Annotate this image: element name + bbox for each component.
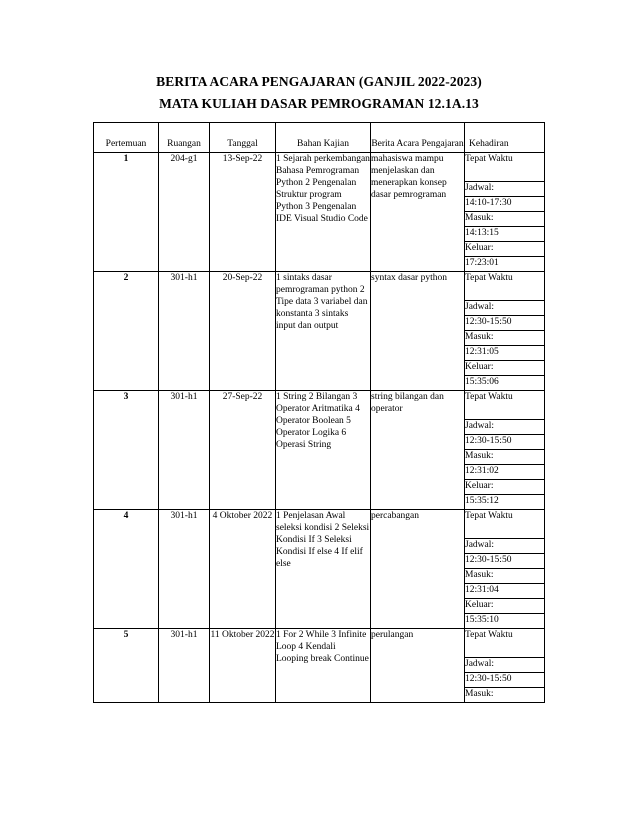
header-berita-acara: Berita Acara Pengajaran (371, 123, 465, 153)
kehadiran-cell: Masuk: (465, 450, 545, 465)
kehadiran-cell: 15:35:10 (465, 614, 545, 629)
table-row (94, 272, 545, 301)
kehadiran-cell: 15:35:12 (465, 495, 545, 510)
kehadiran-status: Tepat Waktu (465, 153, 545, 182)
kehadiran-status: Tepat Waktu (465, 272, 545, 301)
bahan-kajian-cell: 1 Sejarah perkembangan Bahasa Pemrograman Python 2 Pengenalan Struktur program Python 3 Pengenalan IDE Visual Studio Code (276, 153, 371, 272)
attendance-table (93, 122, 545, 703)
kehadiran-cell: 12:31:02 (465, 465, 545, 480)
pertemuan-cell: 3 (94, 391, 159, 510)
ruangan-cell: 301-h1 (159, 510, 210, 629)
header-pertemuan: Pertemuan (94, 123, 159, 153)
ruangan-cell: 301-h1 (159, 629, 210, 703)
header-tanggal: Tanggal (210, 123, 276, 153)
kehadiran-status: Tepat Waktu (465, 629, 545, 658)
kehadiran-cell: Jadwal: (465, 301, 545, 316)
bahan-kajian-cell: 1 sintaks dasar pemrograman python 2 Tipe data 3 variabel dan konstanta 3 sintaks input dan output (276, 272, 371, 391)
bahan-kajian-cell: 1 String 2 Bilangan 3 Operator Aritmatika 4 Operator Boolean 5 Operator Logika 6 Operasi String (276, 391, 371, 510)
pertemuan-cell: 1 (94, 153, 159, 272)
tanggal-cell: 13-Sep-22 (210, 153, 276, 272)
kehadiran-cell: Keluar: (465, 242, 545, 257)
kehadiran-cell: Masuk: (465, 688, 545, 703)
kehadiran-status: Tepat Waktu (465, 510, 545, 539)
berita-acara-cell: perulangan (371, 629, 465, 703)
kehadiran-cell: 12:30-15:50 (465, 673, 545, 688)
document-title: BERITA ACARA PENGAJARAN (GANJIL 2022-2023) (156, 74, 482, 89)
tanggal-cell: 4 Oktober 2022 (210, 510, 276, 629)
table-row (94, 629, 545, 658)
pertemuan-cell: 2 (94, 272, 159, 391)
berita-acara-cell: syntax dasar python (371, 272, 465, 391)
ruangan-cell: 204-g1 (159, 153, 210, 272)
kehadiran-cell: Jadwal: (465, 420, 545, 435)
kehadiran-cell: Keluar: (465, 599, 545, 614)
kehadiran-cell: Masuk: (465, 212, 545, 227)
table-body (94, 153, 545, 703)
kehadiran-cell: 12:30-15:50 (465, 435, 545, 450)
kehadiran-cell: 14:13:15 (465, 227, 545, 242)
document-subtitle: MATA KULIAH DASAR PEMROGRAMAN 12.1A.13 (159, 96, 479, 111)
pertemuan-cell: 4 (94, 510, 159, 629)
kehadiran-cell: 17:23:01 (465, 257, 545, 272)
kehadiran-cell: 12:30-15:50 (465, 316, 545, 331)
ruangan-cell: 301-h1 (159, 391, 210, 510)
bahan-kajian-cell: 1 For 2 While 3 Infinite Loop 4 Kendali Looping break Continue (276, 629, 371, 703)
kehadiran-cell: Masuk: (465, 331, 545, 346)
pertemuan-cell: 5 (94, 629, 159, 703)
berita-acara-cell: percabangan (371, 510, 465, 629)
table-row (94, 153, 545, 182)
kehadiran-cell: 12:31:05 (465, 346, 545, 361)
tanggal-cell: 11 Oktober 2022 (210, 629, 276, 703)
table-row (94, 391, 545, 420)
kehadiran-cell: Keluar: (465, 480, 545, 495)
kehadiran-cell: 14:10-17:30 (465, 197, 545, 212)
tanggal-cell: 27-Sep-22 (210, 391, 276, 510)
ruangan-cell: 301-h1 (159, 272, 210, 391)
kehadiran-cell: 15:35:06 (465, 376, 545, 391)
table-row (94, 510, 545, 539)
kehadiran-cell: Jadwal: (465, 182, 545, 197)
header-ruangan: Ruangan (159, 123, 210, 153)
kehadiran-cell: 12:30-15:50 (465, 554, 545, 569)
header-kehadiran: Kehadiran (465, 123, 545, 153)
kehadiran-cell: Masuk: (465, 569, 545, 584)
berita-acara-cell: mahasiswa mampu menjelaskan dan menerapkan konsep dasar pemrograman (371, 153, 465, 272)
kehadiran-status: Tepat Waktu (465, 391, 545, 420)
berita-acara-cell: string bilangan dan operator (371, 391, 465, 510)
kehadiran-cell: 12:31:04 (465, 584, 545, 599)
kehadiran-cell: Jadwal: (465, 539, 545, 554)
table-header-row (94, 123, 545, 153)
header-bahan-kajian: Bahan Kajian (276, 123, 371, 153)
kehadiran-cell: Jadwal: (465, 658, 545, 673)
tanggal-cell: 20-Sep-22 (210, 272, 276, 391)
kehadiran-cell: Keluar: (465, 361, 545, 376)
bahan-kajian-cell: 1 Penjelasan Awal seleksi kondisi 2 Seleksi Kondisi If 3 Seleksi Kondisi If else 4 If elif else (276, 510, 371, 629)
